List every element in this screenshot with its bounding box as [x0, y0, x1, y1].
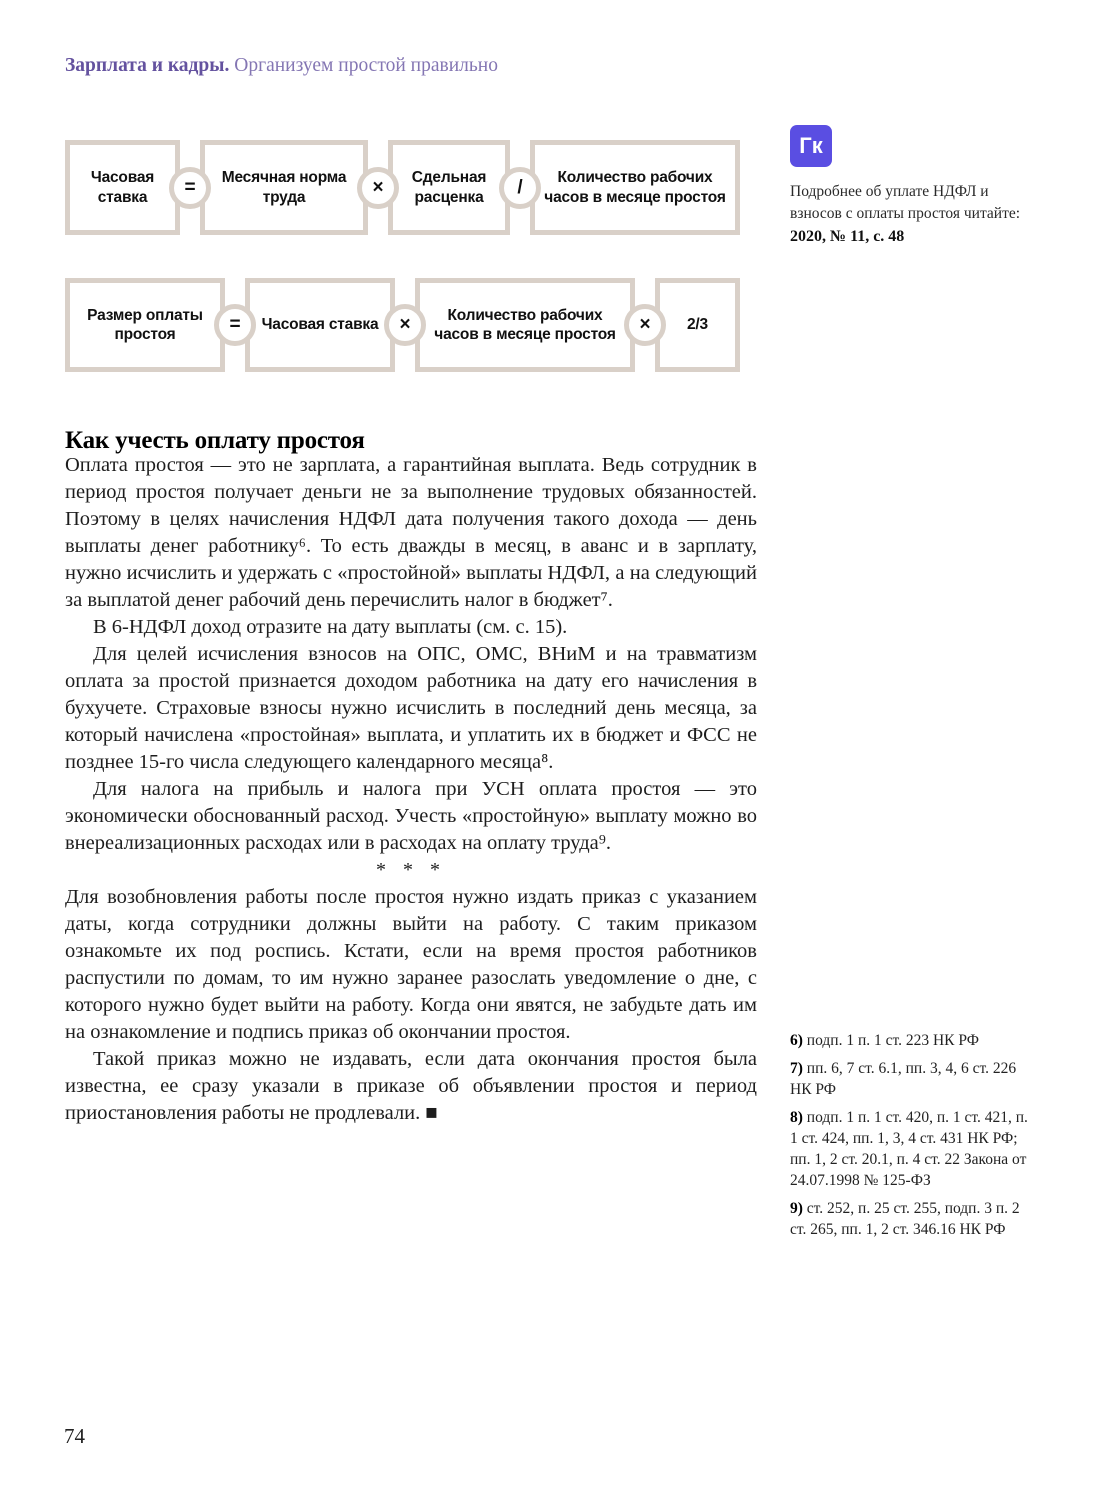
- formula-box: Часовая ставка: [65, 140, 180, 235]
- formula-box: Количество рабочих часов в месяце простоя: [415, 278, 635, 372]
- side-note-reference: 2020, № 11, с. 48: [790, 228, 905, 246]
- article-body: [65, 452, 757, 1127]
- paragraph: Для возобновления работы после простоя нужно издать приказ с указанием даты, когда сотрудники должны выйти на работу. С таким приказом ознакомьте их под роспись. Кстати, если на время простоя работников распустили по домам, то им нужно заранее разослать уведомление о дне, с которого нужно будет выйти на работу. Когда они явятся, не забудьте дать им на ознакомление и подпись приказ об окончании простоя.: [65, 886, 757, 1043]
- side-note: [790, 125, 1030, 246]
- formula-box: Сдельная расценка: [388, 140, 510, 235]
- multiply-operator: ×: [357, 167, 399, 209]
- formula-box: 2/3: [655, 278, 740, 372]
- equals-operator: =: [169, 167, 211, 209]
- asterisk-divider: * * *: [376, 859, 446, 881]
- footnote: [790, 1198, 1030, 1240]
- formula-box: Количество рабочих часов в месяце простоя: [530, 140, 740, 235]
- equals-operator: =: [214, 304, 256, 346]
- glavnaya-kniga-logo-icon: Гк: [790, 125, 832, 167]
- footnote-text: пп. 6, 7 ст. 6.1, пп. 3, 4, 6 ст. 226 НК РФ: [790, 1060, 1017, 1098]
- side-note-text: Подробнее об уплате НДФЛ и взносов с оплаты простоя читайте:: [790, 183, 1021, 222]
- footnote-text: подп. 1 п. 1 ст. 420, п. 1 ст. 421, п. 1 ст. 424, пп. 1, 3, 4 ст. 431 НК РФ; пп. 1, 2 ст. 20.1, п. 4 ст. 22 Закона от 24.07.1998 № 125-ФЗ: [790, 1109, 1028, 1189]
- formula-box: Месячная норма труда: [200, 140, 368, 235]
- breadcrumb-article: Организуем простой правильно: [229, 55, 498, 76]
- footnote-number: 9): [790, 1200, 803, 1217]
- footnote-text: подп. 1 п. 1 ст. 223 НК РФ: [802, 1032, 979, 1049]
- footnote-text: ст. 252, п. 25 ст. 255, подп. 3 п. 2 ст. 265, пп. 1, 2 ст. 346.16 НК РФ: [790, 1200, 1020, 1238]
- formula-box: Размер оплаты простоя: [65, 278, 225, 372]
- footnote: [790, 1107, 1030, 1191]
- multiply-operator: ×: [624, 304, 666, 346]
- page-number: 74: [64, 1424, 85, 1448]
- paragraph: Оплата простоя — это не зарплата, а гарантийная выплата. Ведь сотрудник в период простоя получает деньги не за выполнение трудовых обязанностей. Поэтому в целях начисления НДФЛ дата получения такого дохода — день выплаты денег работнику⁶. То есть дважды в месяц, в аванс и в зарплату, нужно исчислить и удержать с «простойной» выплаты НДФЛ, а на следующий за выплатой денег рабочий день перечислить налог в бюджет⁷.: [65, 454, 757, 611]
- paragraph: Такой приказ можно не издавать, если дата окончания простоя была известна, ее сразу указали в приказе об объявлении простоя и период приостановления работы не продлевали. ■: [65, 1048, 757, 1124]
- breadcrumb: [65, 54, 765, 77]
- divide-operator: /: [499, 167, 541, 209]
- section-heading: Как учесть оплату простоя: [65, 426, 365, 454]
- footnote: [790, 1058, 1030, 1100]
- footnote-number: 7): [790, 1060, 803, 1077]
- footnote-number: 8): [790, 1109, 803, 1126]
- multiply-operator: ×: [384, 304, 426, 346]
- paragraph: В 6-НДФЛ доход отразите на дату выплаты (см. с. 15).: [93, 616, 568, 638]
- footnote-number: 6): [790, 1032, 803, 1049]
- paragraph: Для целей исчисления взносов на ОПС, ОМС, ВНиМ и на травматизм оплата за простой признается доходом работника на дату его начисления в бухучете. Страховые взносы нужно исчислить в последний день месяца, за который начислена «простойная» выплата, и уплатить их в бюджет и ФСС не позднее 15-го числа следующего календарного месяца⁸.: [65, 643, 757, 773]
- paragraph: Для налога на прибыль и налога при УСН оплата простоя — это экономически обоснованный расход. Учесть «простойную» выплату можно во внереализационных расходах или в расходах на оплату труда⁹.: [65, 778, 757, 854]
- footnote: [790, 1030, 1030, 1051]
- formula-downtime-pay: [65, 278, 740, 372]
- breadcrumb-section: Зарплата и кадры.: [65, 55, 230, 76]
- formula-box: Часовая ставка: [245, 278, 395, 372]
- footnotes: [790, 1030, 1030, 1247]
- formula-hourly-rate: [65, 140, 740, 235]
